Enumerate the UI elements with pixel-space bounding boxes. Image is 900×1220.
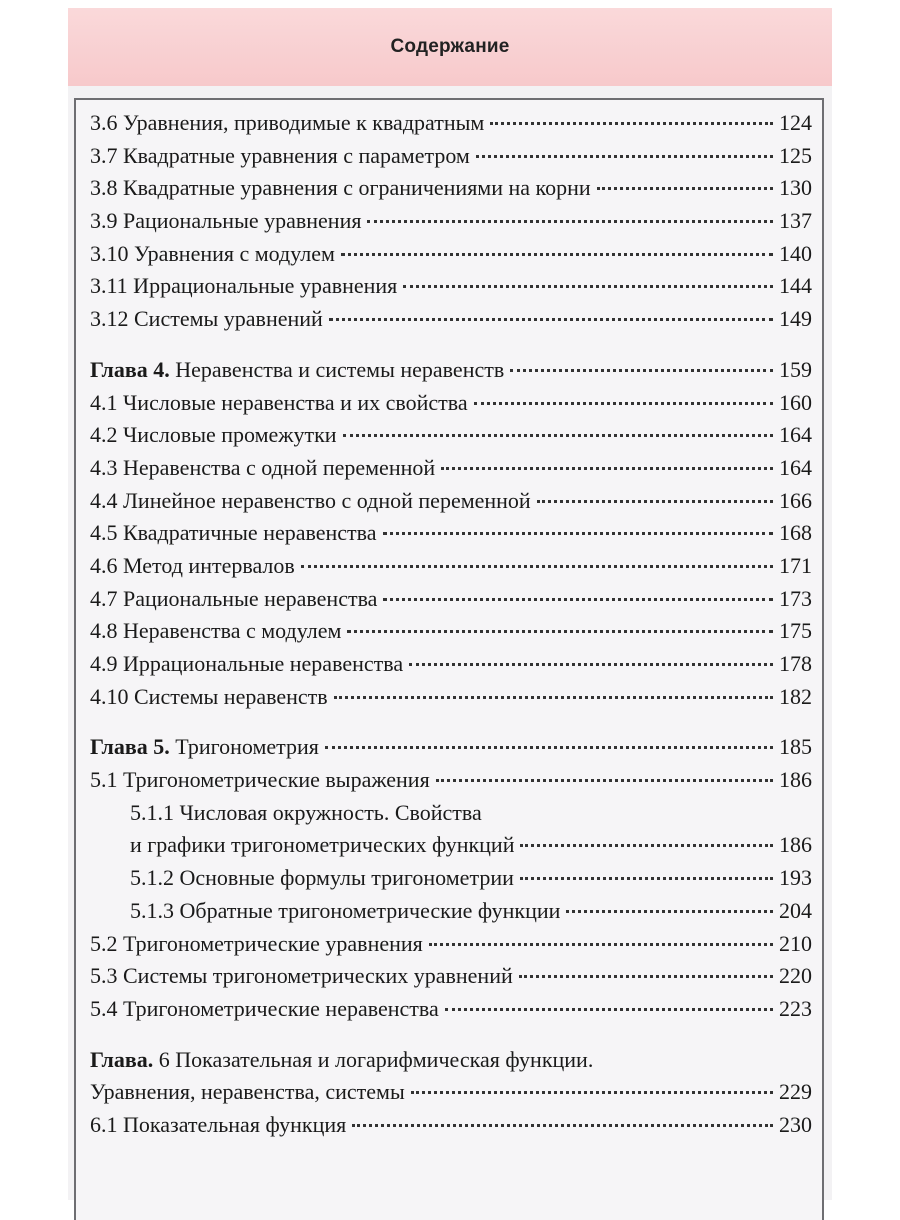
toc-entry-label: 5.1.2 Основные формулы тригонометрии [130,865,514,891]
toc-row [90,586,812,619]
toc-entry-title [90,390,468,416]
toc-entry-title [90,455,435,481]
table-of-contents [90,110,812,1145]
toc-page-number: 186 [779,767,812,793]
toc-page-number: 140 [779,240,812,266]
page-title: Содержание [390,36,510,57]
dot-leader [474,402,773,405]
toc-entry-title [90,553,295,579]
toc-entry-title [90,143,470,169]
toc-row [90,273,812,306]
toc-row [90,963,812,996]
toc-entry-label: Неравенства и системы неравенств [169,356,505,382]
toc-entry-label: 4.9 Иррациональные неравенства [90,651,404,676]
toc-entry-label: 5.3 Системы тригонометрических уравнений [90,963,513,989]
toc-page-number: 124 [779,110,812,135]
toc-entry-title [90,734,319,760]
toc-entry-title [130,865,514,891]
toc-row [90,306,812,339]
toc-page-number: 171 [779,552,812,578]
toc-entry-title [90,1112,346,1138]
toc-page-number: 178 [779,651,812,676]
toc-row [90,684,812,717]
toc-entry-label: Уравнения, неравенства, системы [90,1079,405,1105]
dot-leader [520,844,773,847]
toc-entry-label: 4.8 Неравенства с модулем [90,618,342,644]
toc-row [90,488,812,521]
dot-leader [383,598,773,601]
dot-leader [520,877,773,880]
toc-entry-title [90,767,430,793]
dot-leader [429,943,773,946]
dot-leader [347,630,773,633]
toc-page-number: 168 [779,520,812,546]
toc-entry-title [90,684,328,710]
toc-entry-title [90,306,323,332]
toc-row [90,520,812,553]
dot-leader [566,910,773,913]
toc-row [90,767,812,800]
toc-entry-label: и графики тригонометрических функций [130,832,515,858]
dot-leader [597,187,773,190]
toc-entry-title [130,800,482,826]
dot-leader [476,155,773,158]
toc-row [90,390,812,423]
toc-page-number: 185 [779,734,812,760]
chapter-label: Глава. [90,1046,154,1072]
toc-entry-label: 3.11 Иррациональные уравнения [90,273,398,299]
toc-page-number: 166 [779,487,812,513]
toc-page-number: 125 [779,142,812,168]
dot-leader [383,532,773,535]
dot-leader [537,500,773,503]
toc-entry-label: 4.1 Числовые неравенства и их свойства [90,389,468,415]
toc-entry-label: 3.8 Квадратные уравнения с ограничениями на корни [90,175,591,201]
toc-page-number: 186 [779,832,812,858]
toc-entry-title [90,1079,405,1105]
dot-leader [436,779,773,782]
book-page [68,8,832,1200]
toc-entry-label: 5.1.1 Числовая окружность. Свойства [130,799,482,825]
toc-row [90,898,812,931]
toc-entry-label: 3.6 Уравнения, приводимые к квадратным [90,110,485,135]
toc-entry-title [90,110,484,136]
toc-row [90,422,812,455]
dot-leader [510,369,773,372]
toc-page-number: 223 [779,995,812,1021]
toc-page-number: 149 [779,306,812,332]
toc-row [90,175,812,208]
dot-leader [445,1008,773,1011]
toc-row [90,1112,812,1145]
toc-page-number: 137 [779,208,812,234]
dot-leader [409,663,773,666]
dot-leader [329,318,773,321]
toc-page-number: 175 [779,618,812,644]
toc-entry-label: 4.3 Неравенства с одной переменной [90,454,436,480]
toc-entry-title [90,488,531,514]
dot-leader [441,467,773,470]
toc-entry-title [90,931,423,957]
toc-entry-label: 6 Показательная и логарифмическая функции. [153,1046,594,1072]
dot-leader [334,696,773,699]
toc-entry-title [90,241,335,267]
toc-entry-label: 5.4 Тригонометрические неравенства [90,995,439,1021]
toc-entry-label: 4.2 Числовые промежутки [90,422,337,448]
chapter-label: Глава 5. [90,734,170,760]
toc-entry-label: 3.12 Системы уравнений [90,306,323,332]
toc-entry-label: 3.7 Квадратные уравнения с параметром [90,142,470,168]
toc-row [90,832,812,865]
header-banner [68,8,832,86]
toc-row [90,1079,812,1112]
toc-page-number: 230 [779,1111,812,1137]
toc-row [90,996,812,1029]
toc-entry-label: 5.2 Тригонометрические уравнения [90,930,423,956]
toc-entry-title [90,208,361,234]
toc-entry-title [90,618,341,644]
toc-page-number: 193 [779,865,812,891]
toc-row [90,208,812,241]
toc-page-number: 173 [779,585,812,611]
dot-leader [403,285,773,288]
toc-entry-title [90,996,439,1022]
dot-leader [411,1091,773,1094]
dot-leader [352,1124,773,1127]
toc-page-number: 144 [779,273,812,299]
dot-leader [341,253,773,256]
toc-page-number: 160 [779,389,812,415]
chapter-label: Глава 4. [90,356,170,382]
toc-entry-title [130,832,514,858]
toc-entry-label: 6.1 Показательная функция [90,1111,347,1137]
dot-leader [367,220,773,223]
toc-entry-title [90,175,591,201]
toc-entry-label: 3.10 Уравнения с модулем [90,240,335,266]
dot-leader [325,746,773,749]
toc-entry-title [90,1047,593,1073]
toc-chapter-row [90,357,812,390]
toc-entry-label: Тригонометрия [169,734,319,760]
toc-row [90,651,812,684]
toc-row [90,143,812,176]
toc-page-number: 210 [779,930,812,956]
toc-entry-label: 4.10 Системы неравенств [90,683,328,709]
dot-leader [519,975,773,978]
toc-entry-title [90,422,337,448]
toc-entry-title [90,357,504,383]
toc-entry-label: 4.7 Рациональные неравенства [90,585,378,611]
toc-page-number: 164 [779,454,812,480]
toc-page-number: 182 [779,683,812,709]
dot-leader [343,434,773,437]
toc-row [90,110,812,143]
toc-entry-title [90,520,377,546]
toc-chapter-row [90,734,812,767]
dot-leader [301,565,773,568]
toc-row [90,618,812,651]
dot-leader [490,122,773,125]
toc-page-number: 159 [779,356,812,382]
toc-entry-label: 4.4 Линейное неравенство с одной переменной [90,487,531,513]
toc-entry-title [90,963,513,989]
toc-entry-label: 4.6 Метод интервалов [90,552,295,578]
toc-entry-title [90,586,377,612]
toc-row [90,800,812,833]
toc-entry-title [130,898,560,924]
toc-row [90,865,812,898]
toc-page-number: 220 [779,963,812,989]
toc-chapter-row [90,1047,812,1080]
toc-entry-label: 3.9 Рациональные уравнения [90,208,362,234]
toc-entry-title [90,273,397,299]
toc-entry-label: 4.5 Квадратичные неравенства [90,520,377,546]
toc-entry-title [90,651,403,677]
toc-row [90,455,812,488]
toc-page-number: 164 [779,422,812,448]
toc-row [90,553,812,586]
toc-frame [74,98,824,1220]
toc-page-number: 204 [779,897,812,923]
toc-page-number: 229 [779,1079,812,1105]
toc-entry-label: 5.1.3 Обратные тригонометрические функции [130,897,561,923]
toc-page-number: 130 [779,175,812,201]
toc-row [90,241,812,274]
toc-row [90,931,812,964]
toc-entry-label: 5.1 Тригонометрические выражения [90,767,430,793]
